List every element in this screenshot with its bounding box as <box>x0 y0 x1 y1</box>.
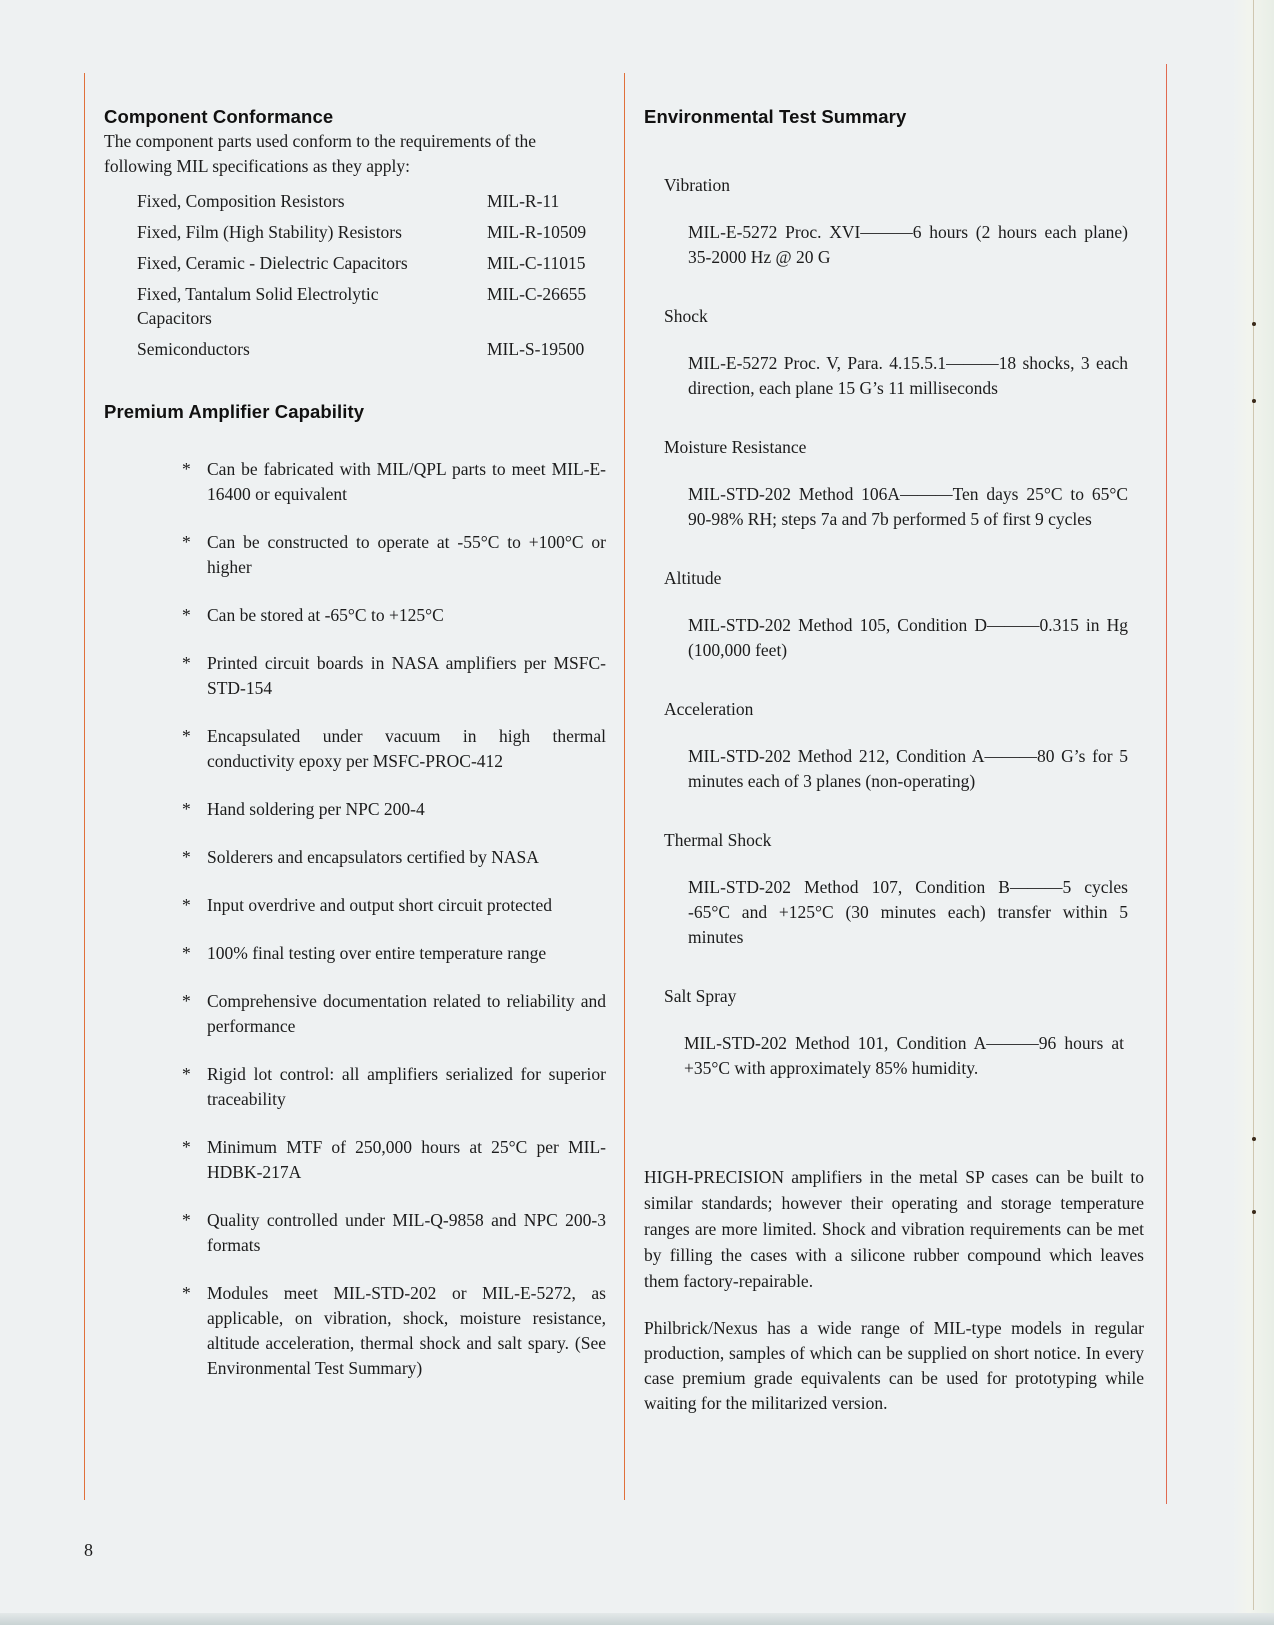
feature-item <box>182 530 606 580</box>
spec-part: Fixed, Film (High Stability) Resistors <box>137 222 402 242</box>
feature-item <box>182 797 606 822</box>
feature-text: Minimum MTF of 250,000 hours at 25°C per MIL-HDBK-217A <box>207 1137 606 1182</box>
environmental-test-heading: Environmental Test Summary <box>644 106 907 127</box>
test-name: Acceleration <box>664 699 754 719</box>
component-conformance-intro: The component parts used conform to the requirements of the following MIL specifications as they apply: <box>104 131 537 176</box>
feature-item <box>182 603 606 628</box>
spec-table <box>137 189 586 368</box>
right-column-rule <box>1166 64 1167 1504</box>
asterisk-bullet-icon: * <box>182 653 191 673</box>
page-bottom-shadow <box>0 1613 1274 1625</box>
spec-row <box>137 189 586 220</box>
feature-text: Modules meet MIL-STD-202 or MIL-E-5272, as applicable, on vibration, shock, moisture resistance, altitude acceleration, thermal shock and salt spary. (See Environmental Test Summary) <box>207 1283 606 1378</box>
asterisk-bullet-icon: * <box>182 1137 191 1157</box>
spec-row <box>137 251 586 282</box>
feature-item <box>182 651 606 701</box>
feature-item <box>182 1135 606 1185</box>
test-item <box>644 984 1144 1081</box>
feature-text: Can be stored at -65°C to +125°C <box>207 605 444 625</box>
premium-capability-heading: Premium Amplifier Capability <box>104 401 365 422</box>
spec-code: MIL-C-26655 <box>487 284 587 304</box>
component-conformance-heading: Component Conformance <box>104 106 334 127</box>
test-item <box>644 828 1144 950</box>
test-name: Salt Spray <box>664 986 737 1006</box>
spec-code: MIL-R-11 <box>487 191 560 211</box>
test-description: MIL-STD-202 Method 107, Condition B———5 cycles -65°C and +125°C (30 minutes each) transfer within 5 minutes <box>688 877 1128 947</box>
test-name: Moisture Resistance <box>664 437 807 457</box>
feature-text: Comprehensive documentation related to reliability and performance <box>207 991 606 1036</box>
binding-hole <box>1252 399 1256 403</box>
asterisk-bullet-icon: * <box>182 605 191 625</box>
spec-part: Fixed, Ceramic - Dielectric Capacitors <box>137 253 408 273</box>
page-number: 8 <box>84 1540 93 1560</box>
feature-text: Printed circuit boards in NASA amplifiers per MSFC-STD-154 <box>207 653 606 698</box>
spec-part: Semiconductors <box>137 339 250 359</box>
spec-row <box>137 282 586 337</box>
asterisk-bullet-icon: * <box>182 799 191 819</box>
test-description: MIL-STD-202 Method 212, Condition A———80 G’s for 5 minutes each of 3 planes (non-operating) <box>688 746 1128 791</box>
feature-text: 100% final testing over entire temperature range <box>207 943 547 963</box>
feature-text: Can be fabricated with MIL/QPL parts to meet MIL-E-16400 or equivalent <box>207 459 606 504</box>
asterisk-bullet-icon: * <box>182 1064 191 1084</box>
feature-text: Input overdrive and output short circuit protected <box>207 895 553 915</box>
test-description: MIL-STD-202 Method 105, Condition D———0.315 in Hg (100,000 feet) <box>688 615 1128 660</box>
test-description: MIL-STD-202 Method 101, Condition A———96 hours at +35°C with approximately 85% humidity. <box>684 1033 1124 1078</box>
test-name: Shock <box>664 306 708 326</box>
test-name: Vibration <box>664 175 731 195</box>
spec-code: MIL-R-10509 <box>487 222 587 242</box>
feature-text: Hand soldering per NPC 200-4 <box>207 799 425 819</box>
spec-code: MIL-C-11015 <box>487 253 586 273</box>
spec-part: Fixed, Composition Resistors <box>137 191 345 211</box>
test-name: Altitude <box>664 568 722 588</box>
test-description: MIL-E-5272 Proc. XVI———6 hours (2 hours each plane) 35-2000 Hz @ 20 G <box>688 222 1128 267</box>
feature-item <box>182 724 606 774</box>
asterisk-bullet-icon: * <box>182 991 191 1011</box>
feature-text: Solderers and encapsulators certified by NASA <box>207 847 539 867</box>
premium-capability-section <box>104 401 606 1381</box>
right-column <box>644 106 1144 1416</box>
asterisk-bullet-icon: * <box>182 895 191 915</box>
feature-item <box>182 1062 606 1112</box>
feature-text: Quality controlled under MIL-Q-9858 and NPC 200-3 formats <box>207 1210 606 1255</box>
feature-item <box>182 941 606 966</box>
left-column-rule <box>84 73 85 1500</box>
asterisk-bullet-icon: * <box>182 847 191 867</box>
test-item <box>644 173 1144 270</box>
asterisk-bullet-icon: * <box>182 1283 191 1303</box>
feature-text: Rigid lot control: all amplifiers serialized for superior traceability <box>207 1064 606 1109</box>
test-description: MIL-STD-202 Method 106A———Ten days 25°C to 65°C 90-98% RH; steps 7a and 7b performed 5 of first 9 cycles <box>688 484 1128 529</box>
feature-item <box>182 989 606 1039</box>
component-conformance-section <box>104 106 606 368</box>
environmental-test-section <box>644 106 1144 1081</box>
asterisk-bullet-icon: * <box>182 459 191 479</box>
feature-text: Encapsulated under vacuum in high thermal conductivity epoxy per MSFC-PROC-412 <box>207 726 606 771</box>
asterisk-bullet-icon: * <box>182 943 191 963</box>
feature-item <box>182 457 606 507</box>
feature-item <box>182 893 606 918</box>
binding-hole <box>1252 1137 1256 1141</box>
spec-row <box>137 337 586 368</box>
feature-text: Can be constructed to operate at -55°C to +100°C or higher <box>207 532 606 577</box>
feature-list <box>104 457 606 1381</box>
test-item <box>644 697 1144 794</box>
feature-item <box>182 845 606 870</box>
asterisk-bullet-icon: * <box>182 532 191 552</box>
spec-part: Fixed, Tantalum Solid Electrolytic Capacitors <box>137 284 379 328</box>
binding-hole <box>1252 1210 1256 1214</box>
feature-item <box>182 1281 606 1381</box>
test-item <box>644 435 1144 532</box>
test-item <box>644 566 1144 663</box>
philbrick-nexus-paragraph: Philbrick/Nexus has a wide range of MIL-type models in regular production, samples of which can be supplied on short notice. In every case premium grade equivalents can be used for prototyping while waiting for the militarized version. <box>644 1318 1144 1413</box>
spec-row <box>137 220 586 251</box>
test-name: Thermal Shock <box>664 830 772 850</box>
asterisk-bullet-icon: * <box>182 1210 191 1230</box>
test-description: MIL-E-5272 Proc. V, Para. 4.15.5.1———18 shocks, 3 each direction, each plane 15 G’s 11 milliseconds <box>688 353 1128 398</box>
left-column <box>104 106 606 1404</box>
spec-code: MIL-S-19500 <box>487 339 585 359</box>
middle-column-rule <box>624 73 625 1500</box>
feature-item <box>182 1208 606 1258</box>
test-item <box>644 304 1144 401</box>
high-precision-paragraph: HIGH-PRECISION amplifiers in the metal SP cases can be built to similar standards; however their operating and storage temperature ranges are more limited. Shock and vibration requirements can be met by filling the cases with a silicone rubber compound which leaves them factory-repairable. <box>644 1167 1144 1291</box>
binding-hole <box>1252 322 1256 326</box>
asterisk-bullet-icon: * <box>182 726 191 746</box>
binding-line <box>1253 0 1254 1610</box>
